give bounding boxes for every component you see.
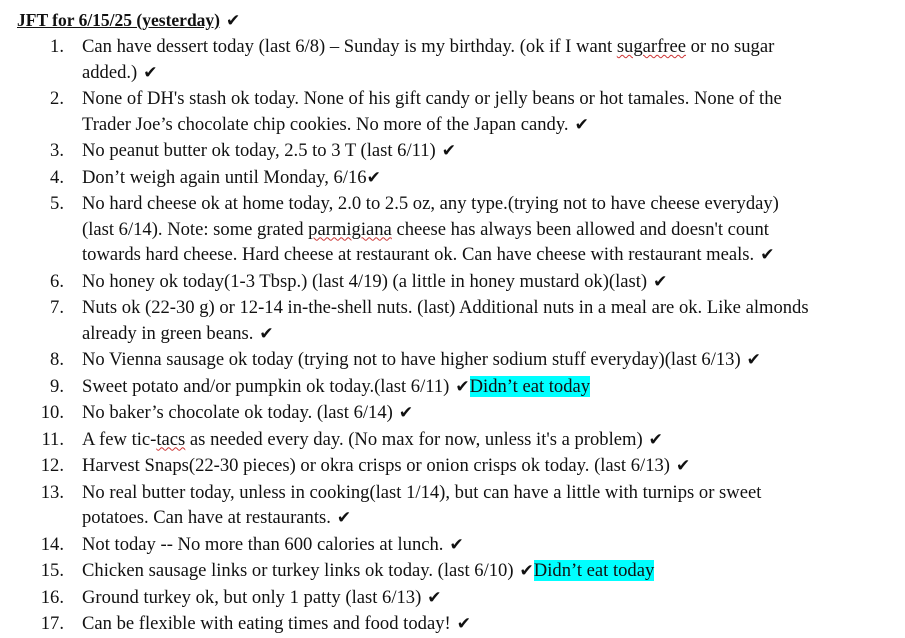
item-text: already in green beans. xyxy=(82,322,254,344)
spellcheck-word: sugarfree xyxy=(616,36,686,57)
item-text: Trader Joe’s chocolate chip cookies. No more of the Japan candy. xyxy=(82,113,569,135)
list-item xyxy=(0,400,905,427)
list-item xyxy=(0,295,905,347)
item-text: Can be flexible with eating times and food today! xyxy=(82,613,451,634)
item-number: 9. xyxy=(50,375,64,397)
item-text: No baker’s chocolate ok today. (last 6/14) xyxy=(82,402,393,423)
item-text: No hard cheese ok at home today, 2.0 to 2.5 oz, any type.(trying not to have cheese everyday) xyxy=(82,193,779,214)
item-text: Nuts ok (22-30 g) or 12-14 in-the-shell nuts. (last) Additional nuts in a meal are ok. Like almonds xyxy=(82,297,809,318)
checkmark-icon: ✔ xyxy=(336,508,352,528)
checkmark-icon: ✔ xyxy=(259,323,274,344)
list-item xyxy=(0,191,905,269)
item-text: Ground turkey ok, but only 1 patty (last 6/13) xyxy=(82,586,422,608)
item-number: 13. xyxy=(40,481,64,503)
item-number: 5. xyxy=(50,193,64,214)
list-item xyxy=(0,480,905,532)
item-number: 17. xyxy=(40,613,64,634)
item-text: as needed every day. (No max for now, unless it's a problem) xyxy=(185,428,643,450)
checkmark-icon: ✔ xyxy=(441,141,456,161)
item-text: Don’t weigh again until Monday, 6/16 xyxy=(82,166,367,188)
item-number: 8. xyxy=(50,349,64,370)
checkmark-icon: ✔ xyxy=(456,614,471,634)
list-item xyxy=(0,558,905,585)
item-text: Harvest Snaps(22-30 pieces) or okra crisps or onion crisps ok today. (last 6/13) xyxy=(82,455,670,476)
item-number: 4. xyxy=(50,166,64,188)
list-item xyxy=(0,138,905,165)
list-item xyxy=(0,165,905,192)
food-rules-list xyxy=(0,34,905,638)
item-text: Can have dessert today (last 6/8) – Sunday is my birthday. (ok if I want xyxy=(82,36,617,57)
checkmark-icon: ✔ xyxy=(746,350,761,370)
item-text: No peanut butter ok today, 2.5 to 3 T (last 6/11) xyxy=(82,140,436,161)
item-text: (last 6/14). Note: some grated xyxy=(82,218,309,240)
list-item xyxy=(0,453,905,480)
item-number: 1. xyxy=(50,36,64,57)
checkmark-icon: ✔ xyxy=(648,429,663,450)
item-text: or no sugar xyxy=(685,36,775,57)
item-number: 2. xyxy=(50,88,64,109)
checkmark-icon: ✔ xyxy=(449,534,464,555)
checkmark-icon: ✔ xyxy=(143,62,158,83)
checkmark-icon: ✔ xyxy=(653,271,668,292)
list-item xyxy=(0,269,905,296)
item-number: 3. xyxy=(50,140,64,161)
spellcheck-word: tacs xyxy=(156,428,186,450)
spellcheck-word: parmigiana xyxy=(308,218,392,240)
item-text: towards hard cheese. Hard cheese at restaurant ok. Can have cheese with restaurant meals. xyxy=(82,244,755,265)
checkmark-icon: ✔ xyxy=(366,167,381,188)
checkmark-icon: ✔ xyxy=(675,456,691,476)
item-number: 15. xyxy=(40,560,64,581)
checkmark-icon: ✔ xyxy=(760,245,775,265)
list-item xyxy=(0,347,905,374)
checkmark-icon: ✔ xyxy=(226,11,241,31)
item-text: None of DH's stash ok today. None of his gift candy or jelly beans or hot tamales. None of the xyxy=(82,88,782,109)
checkmark-icon: ✔ xyxy=(519,561,534,581)
item-text: Not today -- No more than 600 calories at lunch. xyxy=(82,533,444,555)
item-text: No Vienna sausage ok today (trying not to have higher sodium stuff everyday)(last 6/13) xyxy=(82,349,741,370)
checkmark-icon: ✔ xyxy=(398,403,414,423)
item-number: 14. xyxy=(40,533,64,555)
highlighted-note: Didn’t eat today xyxy=(469,375,591,397)
checkmark-icon: ✔ xyxy=(427,587,442,608)
item-text: Chicken sausage links or turkey links ok today. (last 6/10) xyxy=(82,560,514,581)
list-item xyxy=(0,86,905,138)
document-title xyxy=(17,10,240,31)
list-item xyxy=(0,532,905,559)
checkmark-icon: ✔ xyxy=(455,376,470,397)
item-text: No honey ok today(1-3 Tbsp.) (last 4/19) (a little in honey mustard ok)(last) xyxy=(82,270,648,292)
item-number: 10. xyxy=(40,402,64,423)
item-text: No real butter today, unless in cooking(last 1/14), but can have a little with turnips or sweet xyxy=(82,481,762,503)
highlighted-note: Didn’t eat today xyxy=(533,560,655,581)
list-item xyxy=(0,611,905,638)
list-item xyxy=(0,34,905,86)
item-number: 16. xyxy=(40,586,64,608)
item-number: 7. xyxy=(50,297,64,318)
list-item xyxy=(0,374,905,401)
list-item xyxy=(0,585,905,612)
item-text: cheese has always been allowed and doesn't count xyxy=(391,218,769,240)
item-number: 6. xyxy=(50,270,64,292)
item-text: Sweet potato and/or pumpkin ok today.(last 6/11) xyxy=(82,375,450,397)
item-text: added.) xyxy=(82,61,138,83)
item-text: potatoes. Can have at restaurants. xyxy=(82,507,331,528)
checkmark-icon: ✔ xyxy=(574,114,589,135)
item-number: 11. xyxy=(41,428,64,450)
list-item xyxy=(0,427,905,454)
title-text: JFT for 6/15/25 (yesterday) xyxy=(17,10,221,30)
item-number: 12. xyxy=(40,455,64,476)
item-text: A few tic- xyxy=(82,428,157,450)
